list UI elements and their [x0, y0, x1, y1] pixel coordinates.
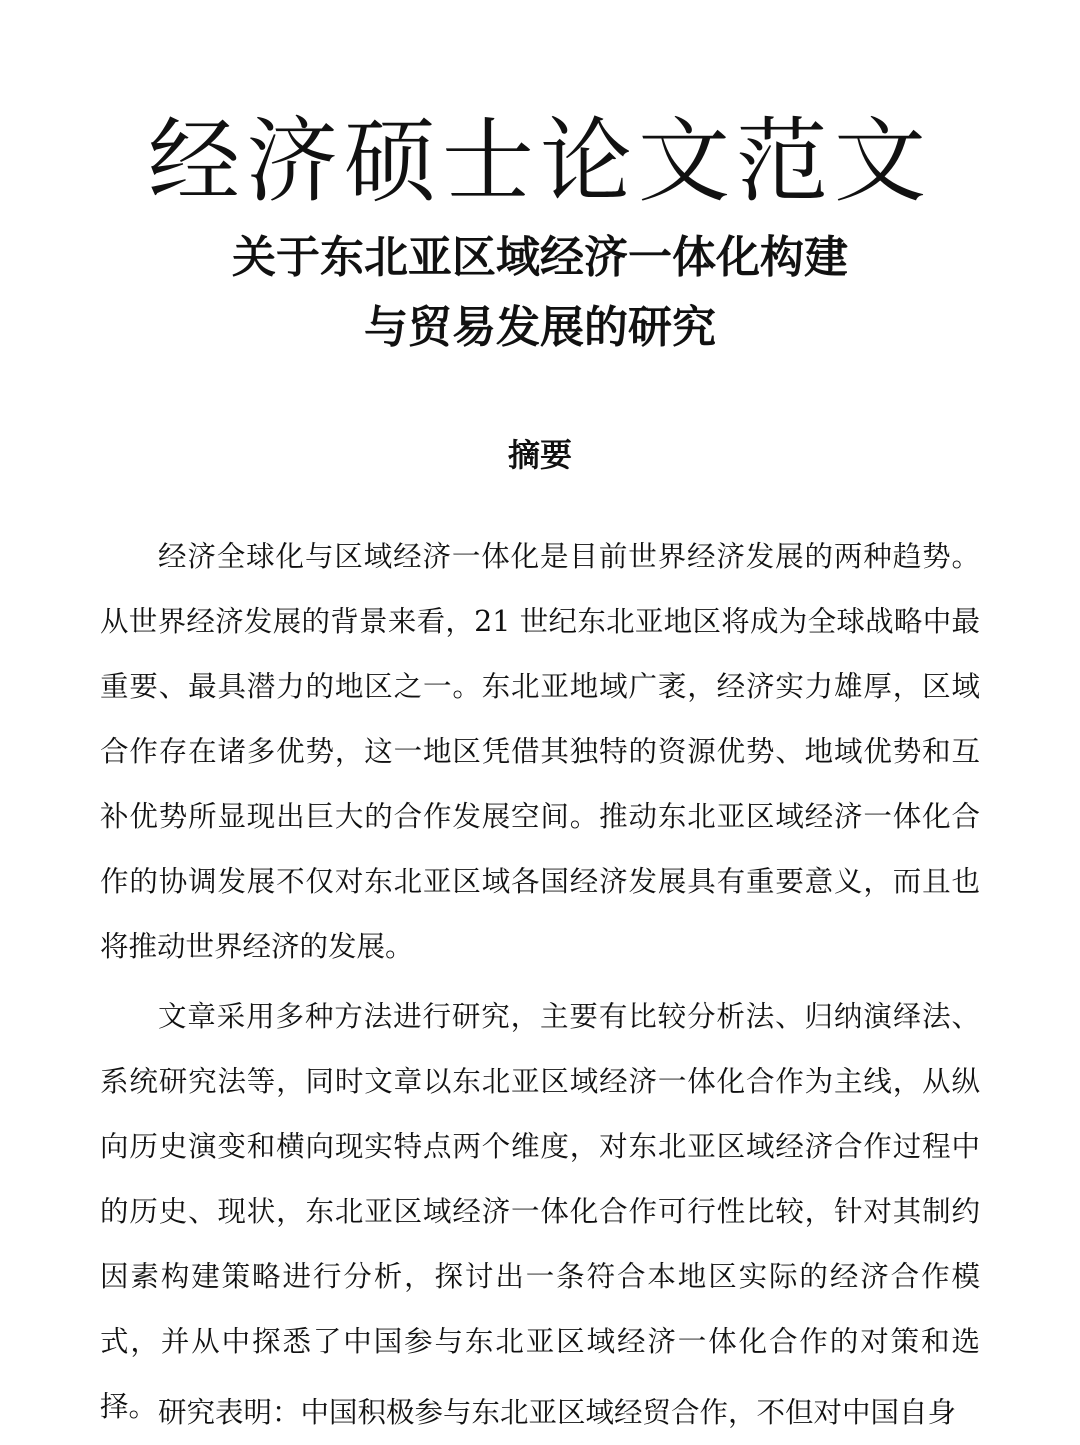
abstract-paragraph-1: 经济全球化与区域经济一体化是目前世界经济发展的两种趋势。从世界经济发展的背景来看，21 世纪东北亚地区将成为全球战略中最重要、最具潜力的地区之一。东北亚地域广袤，经济实力雄厚，区域合作存在诸多优势，这一地区凭借其独特的资源优势、地域优势和互补优势所显现出巨大的合作发展空间。推动东北亚区域经济一体化合作的协调发展不仅对东北亚区域各国经济发展具有重要意义，而且也将推动世界经济的发展。	[100, 540, 980, 963]
main-title: 经济硕士论文范文	[147, 108, 932, 215]
subtitle-line-1: 关于东北亚区域经济一体化构建	[232, 232, 848, 283]
abstract-paragraph-2: 文章采用多种方法进行研究，主要有比较分析法、归纳演绎法、系统研究法等，同时文章以东北亚区域经济一体化合作为主线，从纵向历史演变和横向现实特点两个维度，对东北亚区域经济合作过程中的历史、现状，东北亚区域经济一体化合作可行性比较，针对其制约因素构建策略进行分析，探讨出一条符合本地区实际的经济合作模式，并从中探悉了中国参与东北亚区域经济一体化合作的对策和选择。	[100, 1000, 980, 1423]
subtitle-line-2: 与贸易发展的研究	[364, 302, 716, 353]
abstract-heading: 摘要	[507, 436, 572, 474]
abstract-paragraph-3: 研究表明：中国积极参与东北亚区域经贸合作，不但对中国自身	[158, 1396, 957, 1429]
